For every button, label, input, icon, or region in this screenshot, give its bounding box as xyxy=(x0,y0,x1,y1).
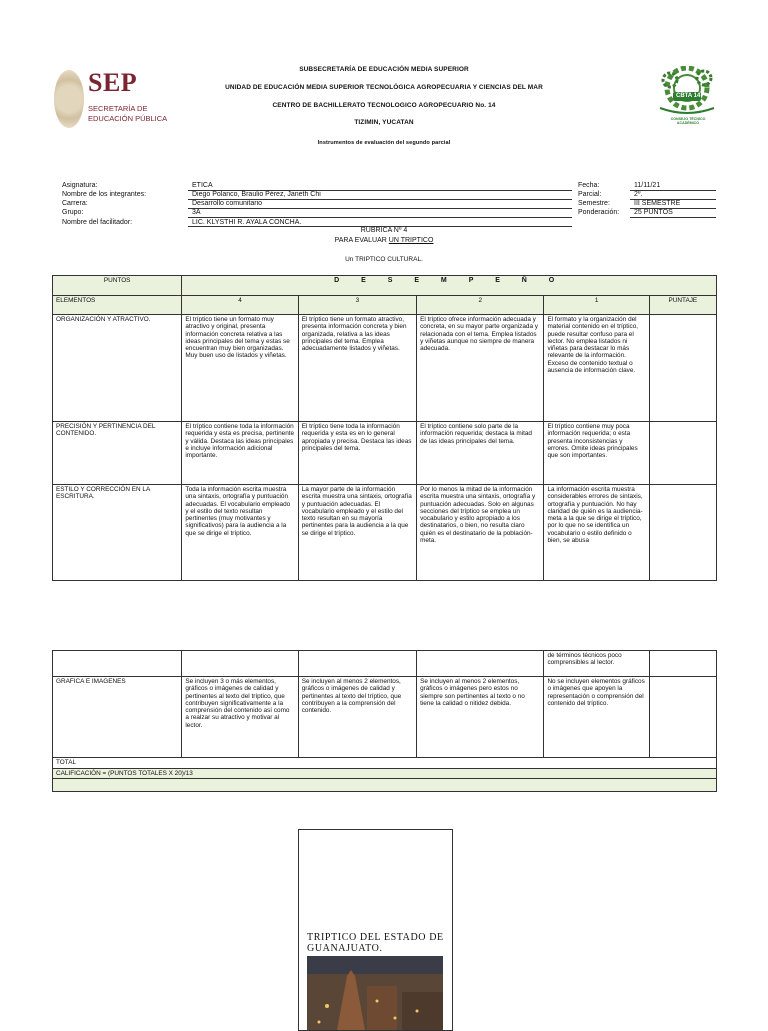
criterion-cell: Se incluyen al menos 2 elementos, gráficos o imágenes pero estos no siempre son pertinentes al texto o no tiene la calidad o nitidez debida. xyxy=(417,677,544,758)
ponderacion-value: 25 PUNTOS xyxy=(634,209,673,216)
semestre-label: Semestre: xyxy=(578,200,610,207)
sep-logo xyxy=(54,68,168,130)
city-image-icon xyxy=(307,956,443,1030)
table-row xyxy=(53,677,717,758)
desempeno-header: D E S E M P E Ñ O xyxy=(182,276,717,296)
criterion-cell: El tríptico ofrece información adecuada y concreta, en su mayor parte organizada y relacionada con el tema. Emplea listados y viñetas aunque no siempre de manera adecuada. xyxy=(417,315,544,422)
info-underline xyxy=(630,217,716,218)
facilitador-value: LIC. KLYSTHI R. AYALA CONCHA. xyxy=(192,219,302,226)
criterion-cell: El tríptico contiene toda la información requerida y esta es precisa, pertinente y válida. Destaca las ideas principales e incluye información adicional importante. xyxy=(182,422,298,485)
level-1-header: 1 xyxy=(544,296,649,315)
carrera-value: Desarrollo comunitario xyxy=(192,200,263,207)
integrantes-label: Nombre de los integrantes: xyxy=(62,191,147,198)
criterion-name: ORGANIZACIÓN Y ATRACTIVO. xyxy=(53,315,182,422)
criterion-cell: El tríptico tiene un formato atractivo, presenta información concreta y bien organizada, relativa a las ideas principales del tema. Emplea adecuadamente listados y viñetas. xyxy=(298,315,416,422)
header-line-2: UNIDAD DE EDUCACIÓN MEDIA SUPERIOR TECNOLÓGICA AGROPECUARIA Y CIENCIAS DEL MAR xyxy=(225,84,543,91)
criterion-cell: El tríptico contiene muy poca información requerida; o esta presenta inconsistencias y errores. Omite ideas principales que son importantes. xyxy=(544,422,649,485)
guanajuato-photo xyxy=(307,956,443,1030)
mexico-seal-icon xyxy=(54,70,84,128)
criterion-cell: Toda la información escrita muestra una sintaxis, ortografía y puntuación adecuadas. El vocabulario empleado y el estilo del texto resultan pertinentes (muy motivantes y significativos) para la audiencia a la que se dirige el tríptico. xyxy=(182,485,298,581)
criterion-name: GRAFICA E IMAGENES xyxy=(53,677,182,758)
info-underline xyxy=(188,208,572,209)
total-label: TOTAL xyxy=(53,758,717,769)
parcial-value: 2º. xyxy=(634,191,643,198)
score-cell[interactable] xyxy=(649,485,716,581)
criterion-name: ESTILO Y CORRECCIÓN EN LA ESCRITURA. xyxy=(53,485,182,581)
criterion-cell: El tríptico contiene solo parte de la información requerida; destaca la mitad de las ideas principales del tema. xyxy=(417,422,544,485)
rubric-table-continued xyxy=(52,650,717,792)
cbta-logo xyxy=(656,66,718,126)
score-cell[interactable] xyxy=(649,315,716,422)
rubric-topic: Un TRIPTICO CULTURAL. xyxy=(345,256,423,263)
continuation-cell: de términos técnicos poco comprensibles al lector. xyxy=(544,651,649,677)
table-row xyxy=(53,315,717,422)
carrera-label: Carrera: xyxy=(62,200,88,207)
info-underline xyxy=(188,190,572,191)
calificacion-row xyxy=(53,769,717,779)
info-underline xyxy=(188,199,572,200)
asignatura-value: ETICA xyxy=(192,182,213,189)
integrantes-value: Diego Polanco, Braulio Pérez, Janeth Chi xyxy=(192,191,321,198)
table-row xyxy=(53,485,717,581)
score-cell[interactable] xyxy=(649,651,716,677)
parcial-label: Parcial: xyxy=(578,191,602,198)
facilitador-label: Nombre del facilitador: xyxy=(62,219,133,226)
info-underline xyxy=(630,190,716,191)
table-header-row xyxy=(53,296,717,315)
puntaje-header: PUNTAJE xyxy=(649,296,716,315)
criterion-cell: La información escrita muestra considerables errores de sintaxis, ortografía y puntuación. No hay claridad de quién es la audiencia- meta a la que se dirige el tríptico, por lo que no se identifica un vocabulario o estilo definido o bien, se abusa xyxy=(544,485,649,581)
level-4-header: 4 xyxy=(182,296,298,315)
header-line-5: Instrumentos de evaluación del segundo parcial xyxy=(317,140,451,146)
score-cell[interactable] xyxy=(649,677,716,758)
level-2-header: 2 xyxy=(417,296,544,315)
rubric-title: RUBRICA Nº 4 xyxy=(360,227,408,234)
rubric-subtitle: PARA EVALUAR UN TRIPTICO xyxy=(334,237,434,244)
score-cell[interactable] xyxy=(649,422,716,485)
grupo-value: 3A xyxy=(192,209,201,216)
triptico-preview xyxy=(298,829,453,1031)
header-line-1: SUBSECRETARÍA DE EDUCACIÓN MEDIA SUPERIOR xyxy=(299,66,469,73)
total-row xyxy=(53,758,717,769)
table-header-row xyxy=(53,276,717,296)
calificacion-label: CALIFICACIÓN = (PUNTOS TOTALES X 20)/13 xyxy=(53,769,717,779)
criterion-cell: No se incluyen elementos gráficos o imágenes que apoyen la representación o comprensión del contenido del tríptico. xyxy=(544,677,649,758)
info-underline xyxy=(630,208,716,209)
fecha-value: 11/11/21 xyxy=(634,182,661,189)
empty-row xyxy=(53,779,717,792)
fecha-label: Fecha: xyxy=(578,182,600,189)
criterion-cell: Se incluyen al menos 2 elementos, gráficos o imágenes de calidad y pertinentes al texto del tríptico, que contribuyen a la comprensión del contenido. xyxy=(298,677,416,758)
criterion-name: PRECISIÓN Y PERTINENCIA DEL CONTENIDO. xyxy=(53,422,182,485)
info-underline xyxy=(188,217,572,218)
cbta-subtitle: CONSEJO TÉCNICO ACADÉMICO xyxy=(670,117,706,125)
asignatura-label: Asignatura: xyxy=(62,182,98,189)
elementos-header: ELEMENTOS xyxy=(53,296,182,315)
info-underline xyxy=(630,199,716,200)
grupo-label: Grupo: xyxy=(62,209,84,216)
criterion-cell: Se incluyen 3 o más elementos, gráficos o imágenes de calidad y pertinentes al texto del tríptico, que contribuyen significativamente a la comprensión del contenido así como a realzar su atractivo y motivar al lector. xyxy=(182,677,298,758)
puntos-header: PUNTOS xyxy=(53,276,182,296)
semestre-value: III SEMESTRE xyxy=(634,200,681,207)
triptico-title: TRIPTICO DEL ESTADO DE GUANAJUATO. xyxy=(307,932,444,954)
criterion-cell: El tríptico tiene toda la información requerida y esta es en lo general apropiada y precisa. Destaca las ideas principales del tema. xyxy=(298,422,416,485)
sep-logo-text: SEP xyxy=(88,68,138,97)
ponderacion-label: Ponderación: xyxy=(578,209,620,216)
criterion-cell: El tríptico tiene un formato muy atractivo y original, presenta información concreta relativa a las ideas principales del tema y estas se encuentran muy bien organizadas. Muy buen uso de listados y viñetas. xyxy=(182,315,298,422)
header-line-4: TIZIMIN, YUCATAN xyxy=(354,119,414,126)
level-3-header: 3 xyxy=(298,296,416,315)
cbta-label: CBTA 14 xyxy=(676,93,701,99)
sep-logo-subtitle: SECRETARÍA DE EDUCACIÓN PÚBLICA xyxy=(88,104,168,123)
table-row xyxy=(53,651,717,677)
criterion-cell: Por lo menos la mitad de la información escrita muestra una sintaxis, ortografía y puntuación adecuadas. Solo en algunas secciones del tríptico se emplea un vocabulario y estilo apropiado a los destinatarios, o bien, no resulta claro quién es el destinatario de la población- meta. xyxy=(417,485,544,581)
table-row xyxy=(53,422,717,485)
rubric-table xyxy=(52,275,717,581)
criterion-cell: La mayor parte de la información escrita muestra una sintaxis, ortografía y puntuación adecuadas. El vocabulario empleado y el estilo del texto resultan en su mayoría pertinentes para la audiencia a la que se dirige el tríptico. xyxy=(298,485,416,581)
criterion-cell: El formato y la organización del material contenido en el tríptico, puede resultar confuso para el lector. No emplea listados ni viñetas para destacar lo más relevante de la información. Exceso de contenido textual o ausencia de información clave. xyxy=(544,315,649,422)
header-line-3: CENTRO DE BACHILLERATO TECNOLOGICO AGROPECUARIO No. 14 xyxy=(272,102,496,109)
